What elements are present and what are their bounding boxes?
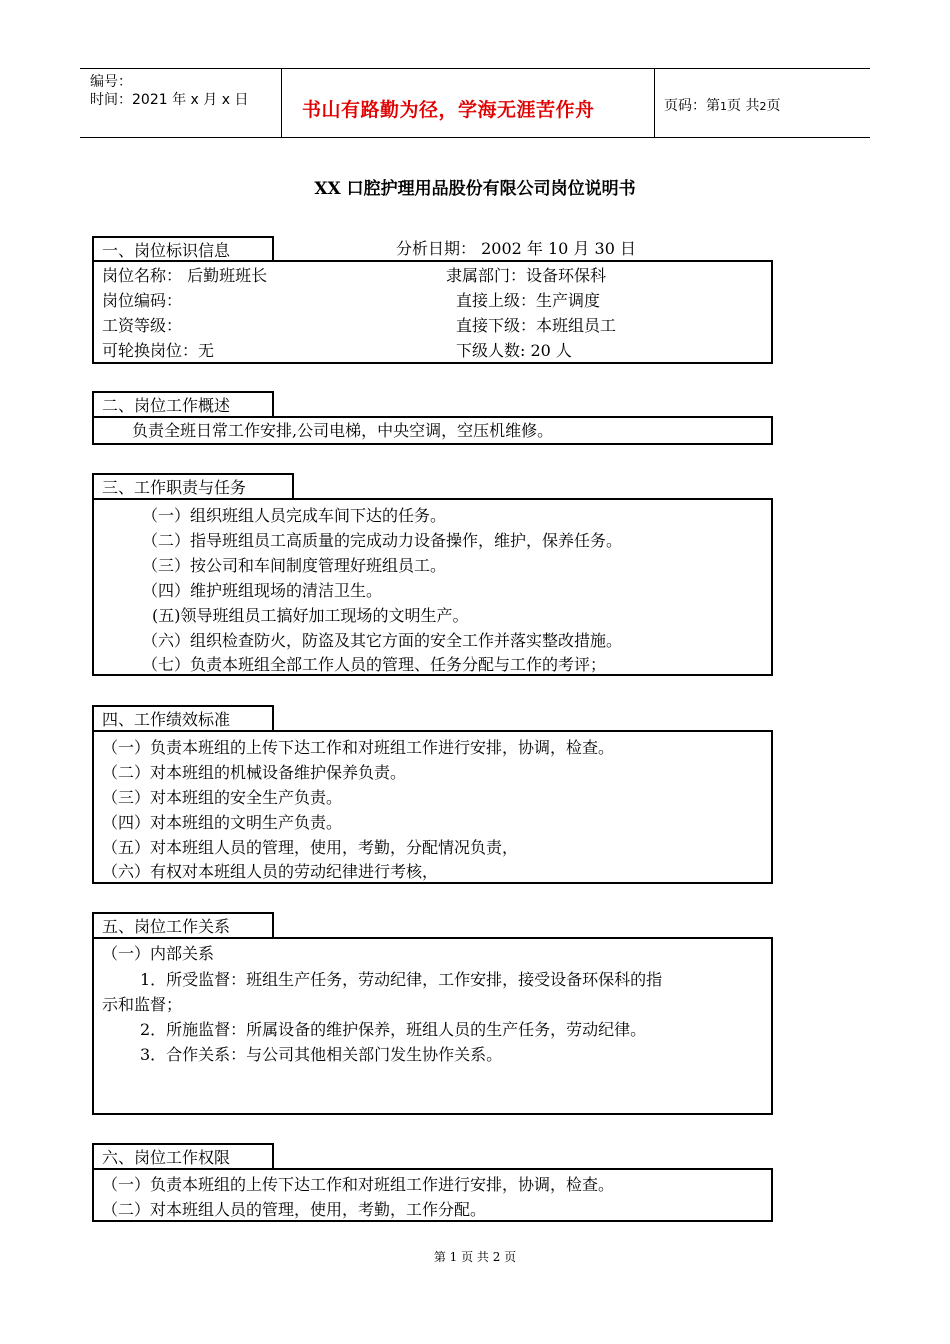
page-header	[80, 68, 870, 138]
duty-item: （二）指导班组员工高质量的完成动力设备操作，维护，保养任务。	[142, 531, 623, 550]
internal-relations: （一）内部关系	[102, 944, 215, 963]
relation-item-cont: 示和监督；	[102, 995, 183, 1014]
header-meta	[90, 73, 248, 109]
job-name: 岗位名称： 后勤班班长	[102, 266, 268, 285]
section5-heading: 五、岗位工作关系	[92, 912, 274, 938]
section2-box	[92, 416, 773, 445]
salary-grade: 工资等级：	[102, 316, 183, 335]
department: 隶属部门：设备环保科	[446, 266, 607, 285]
duty-item: （一）组织班组人员完成车间下达的任务。	[142, 506, 447, 525]
duty-item: （六）组织检查防火，防盗及其它方面的安全工作并落实整改措施。	[142, 631, 623, 650]
direct-subordinate: 直接下级：本班组员工	[456, 316, 617, 335]
motto: 书山有路勤为径，学海无涯苦作舟	[302, 99, 595, 121]
performance-item: （四）对本班组的文明生产负责。	[102, 813, 343, 832]
header-divider	[281, 69, 282, 137]
relation-item: 1．所受监督：班组生产任务，劳动纪律，工作安排，接受设备环保科的指	[140, 970, 663, 989]
section5-box	[92, 937, 773, 1115]
page-footer: 第 1 页 共 2 页	[433, 1250, 517, 1264]
relation-item: 3．合作关系：与公司其他相关部门发生协作关系。	[140, 1045, 503, 1064]
time-label: 时间：2021 年 x 月 x 日	[90, 92, 249, 108]
performance-item: （二）对本班组的机械设备维护保养负责。	[102, 763, 407, 782]
authority-item: （二）对本班组人员的管理，使用，考勤，工作分配。	[102, 1200, 487, 1219]
performance-item: （一）负责本班组的上传下达工作和对班组工作进行安排，协调，检查。	[102, 738, 615, 757]
job-code: 岗位编码：	[102, 291, 183, 310]
performance-item: （三）对本班组的安全生产负责。	[102, 788, 343, 807]
section1-heading: 一、岗位标识信息	[92, 236, 274, 262]
duty-item: （七）负责本班组全部工作人员的管理、任务分配与工作的考评；	[142, 655, 607, 674]
authority-item: （一）负责本班组的上传下达工作和对班组工作进行安排，协调，检查。	[102, 1175, 615, 1194]
section6-box	[92, 1168, 773, 1222]
section4-heading: 四、工作绩效标准	[92, 705, 274, 731]
duty-item: （四）维护班组现场的清洁卫生。	[142, 581, 383, 600]
performance-item: （五）对本班组人员的管理，使用，考勤，分配情况负责，	[102, 838, 519, 857]
section2-heading: 二、岗位工作概述	[92, 391, 274, 417]
document-title: XX 口腔护理用品股份有限公司岗位说明书	[314, 179, 636, 199]
section3-heading: 三、工作职责与任务	[92, 473, 294, 499]
header-divider	[654, 69, 655, 137]
analysis-date: 分析日期： 2002 年 10 月 30 日	[396, 239, 636, 258]
page-info: 页码：第1页 共2页	[664, 98, 781, 114]
performance-item: （六）有权对本班组人员的劳动纪律进行考核，	[102, 862, 439, 881]
serial-label: 编号：	[90, 74, 132, 90]
section3-box	[92, 498, 773, 676]
duty-item: （三）按公司和车间制度管理好班组员工。	[142, 556, 447, 575]
section4-box	[92, 730, 773, 884]
section6-heading: 六、岗位工作权限	[92, 1143, 274, 1169]
overview-text: 负责全班日常工作安排,公司电梯，中央空调，空压机维修。	[132, 421, 554, 440]
direct-superior: 直接上级：生产调度	[456, 291, 601, 310]
rotatable-position: 可轮换岗位：无	[102, 341, 215, 360]
subordinate-count: 下级人数: 20 人	[456, 341, 572, 360]
duty-item: (五)领导班组员工搞好加工现场的文明生产。	[152, 606, 469, 625]
relation-item: 2．所施监督：所属设备的维护保养，班组人员的生产任务，劳动纪律。	[140, 1020, 647, 1039]
section1-box	[92, 260, 773, 364]
